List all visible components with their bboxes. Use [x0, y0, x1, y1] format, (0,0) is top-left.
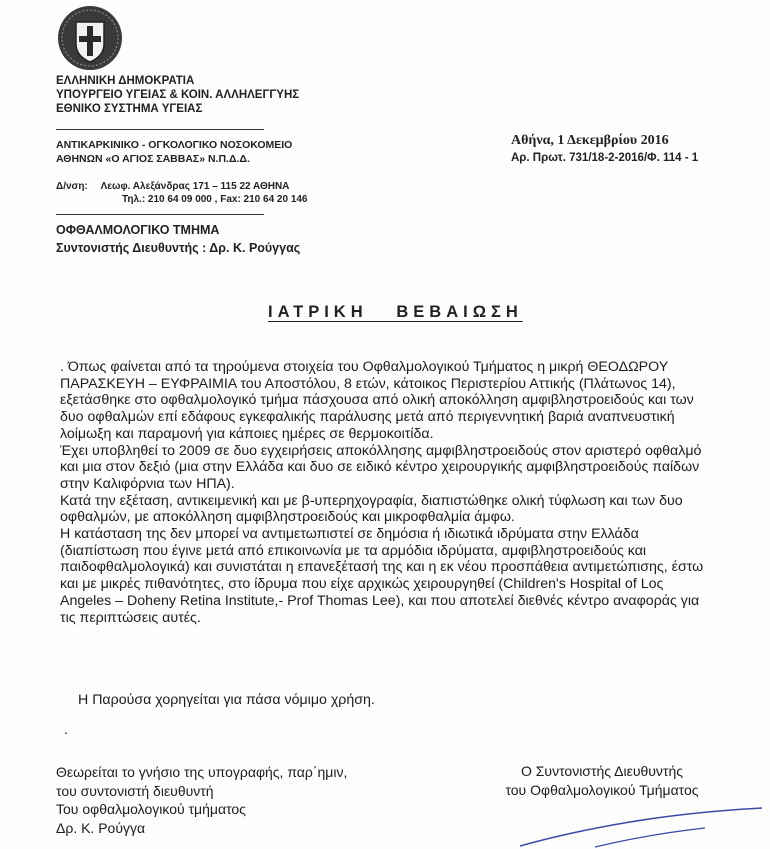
org-line: ΕΘΝΙΚΟ ΣΥΣΤΗΜΑ ΥΓΕΙΑΣ	[56, 103, 203, 115]
body-line: παιδοφθαλμολογικά) και συνιστάται η επανεξέτασή της και η εκ νέου προσπάθεια αντιμετώπισης, έστω	[60, 559, 704, 576]
body-line: (διαπίστωση που έγινε μετά από επικοινωνία με τα αρμόδια ιδρύματα, αμφιβληστροειδούς και	[60, 542, 647, 559]
department-divider	[56, 214, 264, 215]
signatory-block	[462, 762, 742, 799]
body-line: δυο οφθαλμών επί εδάφους εγκεφαλικής παράλυσης μετά από περιγεννητική βαριά αναπνευστική	[60, 409, 675, 426]
body-line: Κατά την εξέταση, αντικειμενική και με β-υπερηχογραφία, διαπιστώθηκε ολική τύφλωση και των δυο	[60, 492, 683, 509]
closing-dot: .	[64, 722, 68, 738]
body-line: Έχει υποβληθεί το 2009 σε δυο εγχειρήσεις αποκόλλησης αμφιβληστροειδούς στον αριστερό οφθαλμό	[60, 442, 702, 459]
body-line: οφθαλμών, με αποκόλληση αμφιβληστροειδούς και μικροφθαλμία άμφω.	[60, 509, 515, 526]
certification-line: Θεωρείται το γνήσιο της υπογραφής, παρ΄ημιν,	[56, 764, 348, 780]
body-line: ΠΑΡΑΣΚΕΥΗ – ΕΥΦΡΑΙΜΙΑ του Αποστόλου, 8 ετών, κάτοικος Περιστερίου Αττικής (Πλάτωνος 14),	[60, 375, 676, 392]
org-line: ΕΛΛΗΝΙΚΗ ΔΗΜΟΚΡΑΤΙΑ	[56, 75, 195, 87]
handwritten-signature	[500, 800, 770, 849]
hospital-phones: Τηλ.: 210 64 09 000 , Fax: 210 64 20 146	[122, 194, 308, 205]
body-line: Angeles – Doheny Retina Institute,- Prof Thomas Lee), και που αποτελεί διεθνές κέντρο αναφοράς για	[60, 592, 700, 609]
address-label: Δ/νση:	[56, 181, 88, 192]
body-line: εξετάσθηκε στο οφθαλμολογικό τμήμα πάσχουσα από ολική αποκόλληση αμφιβληστροειδούς και των	[60, 392, 694, 409]
certification-line: Δρ. Κ. Ρούγγα	[56, 819, 146, 836]
document-date: Αθήνα, 1 Δεκεμβρίου 2016	[511, 133, 669, 148]
hospital-line: ΑΘΗΝΩΝ «Ο ΑΓΙΟΣ ΣΑΒΒΑΣ» Ν.Π.Δ.Δ.	[56, 153, 250, 165]
body-line: και με μικρές πιθανότητες, στο ίδρυμα που είχε αρχικώς χειρουργηθεί (Children's Hospital of Loς	[60, 576, 664, 593]
protocol-number: Αρ. Πρωτ. 731/18-2-2016/Φ. 114 - 1	[511, 152, 699, 164]
signature-certification	[56, 763, 347, 837]
closing-statement: Η Παρούσα χορηγείται για πάσα νόμιμο χρήση.	[78, 692, 375, 708]
body-line: Η κατάσταση της δεν μπορεί να αντιμετωπιστεί σε δημόσια ή ιδιωτικά ιδρύματα στην Ελλάδα	[60, 526, 639, 543]
department-name: ΟΦΘΑΛΜΟΛΟΓΙΚΟ ΤΜΗΜΑ	[56, 223, 220, 237]
body-line: . Όπως φαίνεται από τα τηρούμενα στοιχεία του Οφθαλμολογικού Τμήματος η μικρή ΘΕΟΔΩΡΟΥ	[60, 359, 669, 375]
organization-header	[56, 74, 299, 116]
body-line: λοίμωξη και παραμονή για κάποιες ημέρες σε θερμοκοιτίδα.	[60, 425, 434, 442]
director-line: Συντονιστής Διευθυντής : Δρ. Κ. Ρούγγας	[56, 241, 301, 255]
org-line: ΥΠΟΥΡΓΕΙΟ ΥΓΕΙΑΣ & ΚΟΙΝ. ΑΛΛΗΛΕΓΓΥΗΣ	[56, 89, 300, 101]
certification-line: Του οφθαλμολογικού τμήματος	[56, 801, 246, 817]
signatory-line: του Οφθαλμολογικού Τμήματος	[505, 781, 699, 798]
document-title: ΙΑΤΡΙΚΗ ΒΕΒΑΙΩΣΗ	[268, 303, 523, 321]
address-text: Λεωφ. Αλεξάνδρας 171 – 115 22 ΑΘΗΝΑ	[100, 181, 290, 192]
certificate-body	[60, 359, 765, 626]
body-line: και μια στον δεξιό (μια στην Ελλάδα και δυο σε ειδικό κέντρο χειρουργικής αμφιβληστροειδούς παίδων	[60, 459, 700, 476]
body-line: στην Καλιφόρνια των ΗΠΑ).	[60, 475, 235, 492]
hospital-header	[56, 138, 292, 166]
signatory-line: Ο Συντονιστής Διευθυντής	[520, 763, 683, 779]
body-line: τις περιπτώσεις αυτές.	[60, 609, 201, 626]
header-divider	[56, 129, 264, 130]
greek-coat-of-arms-icon	[56, 4, 124, 72]
hospital-address	[56, 180, 289, 194]
hospital-line: ΑΝΤΙΚΑΡΚΙΝΙΚΟ - ΟΓΚΟΛΟΓΙΚΟ ΝΟΣΟΚΟΜΕΙΟ	[56, 139, 293, 151]
certification-line: του συντονιστή διευθυντή	[56, 782, 214, 799]
